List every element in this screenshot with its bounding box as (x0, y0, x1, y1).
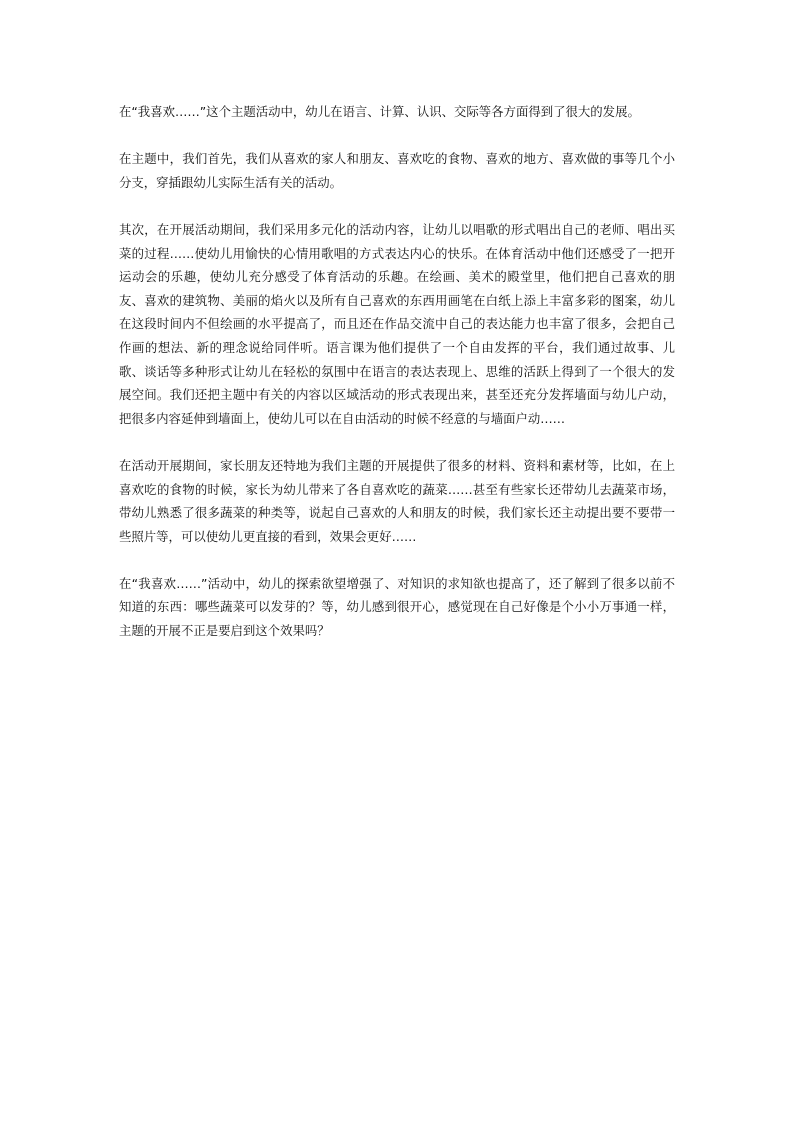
paragraph-conclusion: 在“我喜欢……”活动中，幼儿的探索欲望增强了、对知识的求知欲也提高了，还了解到了很多以前不知道的东西：哪些蔬菜可以发芽的？等，幼儿感到很开心，感觉现在自己好像是个小小万事通一样，主题的开展不正是要启到这个效果吗？ (119, 575, 675, 639)
paragraph-second: 其次，在开展活动期间，我们采用多元化的活动内容，让幼儿以唱歌的形式唱出自己的老师、唱出买菜的过程……使幼儿用愉快的心情用歌唱的方式表达内心的快乐。在体育活动中他们还感受了一把开运动会的乐趣，使幼儿充分感受了体育活动的乐趣。在绘画、美术的殿堂里，他们把自己喜欢的朋友、喜欢的建筑物、美丽的焰火以及所有自己喜欢的东西用画笔在白纸上添上丰富多彩的图案，幼儿在这段时间内不但绘画的水平提高了，而且还在作品交流中自己的表达能力也丰富了很多，会把自己作画的想法、新的理念说给同伴听。语言课为他们提供了一个自由发挥的平台，我们通过故事、儿歌、谈话等多种形式让幼儿在轻松的氛围中在语言的表达表现上、思维的活跃上得到了一个很大的发展空间。我们还把主题中有关的内容以区域活动的形式表现出来，甚至还充分发挥墙面与幼儿户动，把很多内容延伸到墙面上，使幼儿可以在自由活动的时候不经意的与墙面户动…… (119, 221, 675, 426)
paragraph-intro: 在“我喜欢……”这个主题活动中，幼儿在语言、计算、认识、交际等各方面得到了很大的发展。 (119, 104, 640, 119)
document-body (119, 100, 675, 643)
paragraph-parents: 在活动开展期间，家长朋友还特地为我们主题的开展提供了很多的材料、资料和素材等，比如，在上喜欢吃的食物的时候，家长为幼儿带来了各自喜欢吃的蔬菜……甚至有些家长还带幼儿去蔬菜市场，带幼儿熟悉了很多蔬菜的种类等，说起自己喜欢的人和朋友的时候，我们家长还主动提出要不要带一些照片等，可以使幼儿更直接的看到，效果会更好…… (119, 457, 675, 544)
paragraph-first: 在主题中，我们首先，我们从喜欢的家人和朋友、喜欢吃的食物、喜欢的地方、喜欢做的事等几个小分支，穿插跟幼儿实际生活有关的活动。 (119, 151, 675, 190)
